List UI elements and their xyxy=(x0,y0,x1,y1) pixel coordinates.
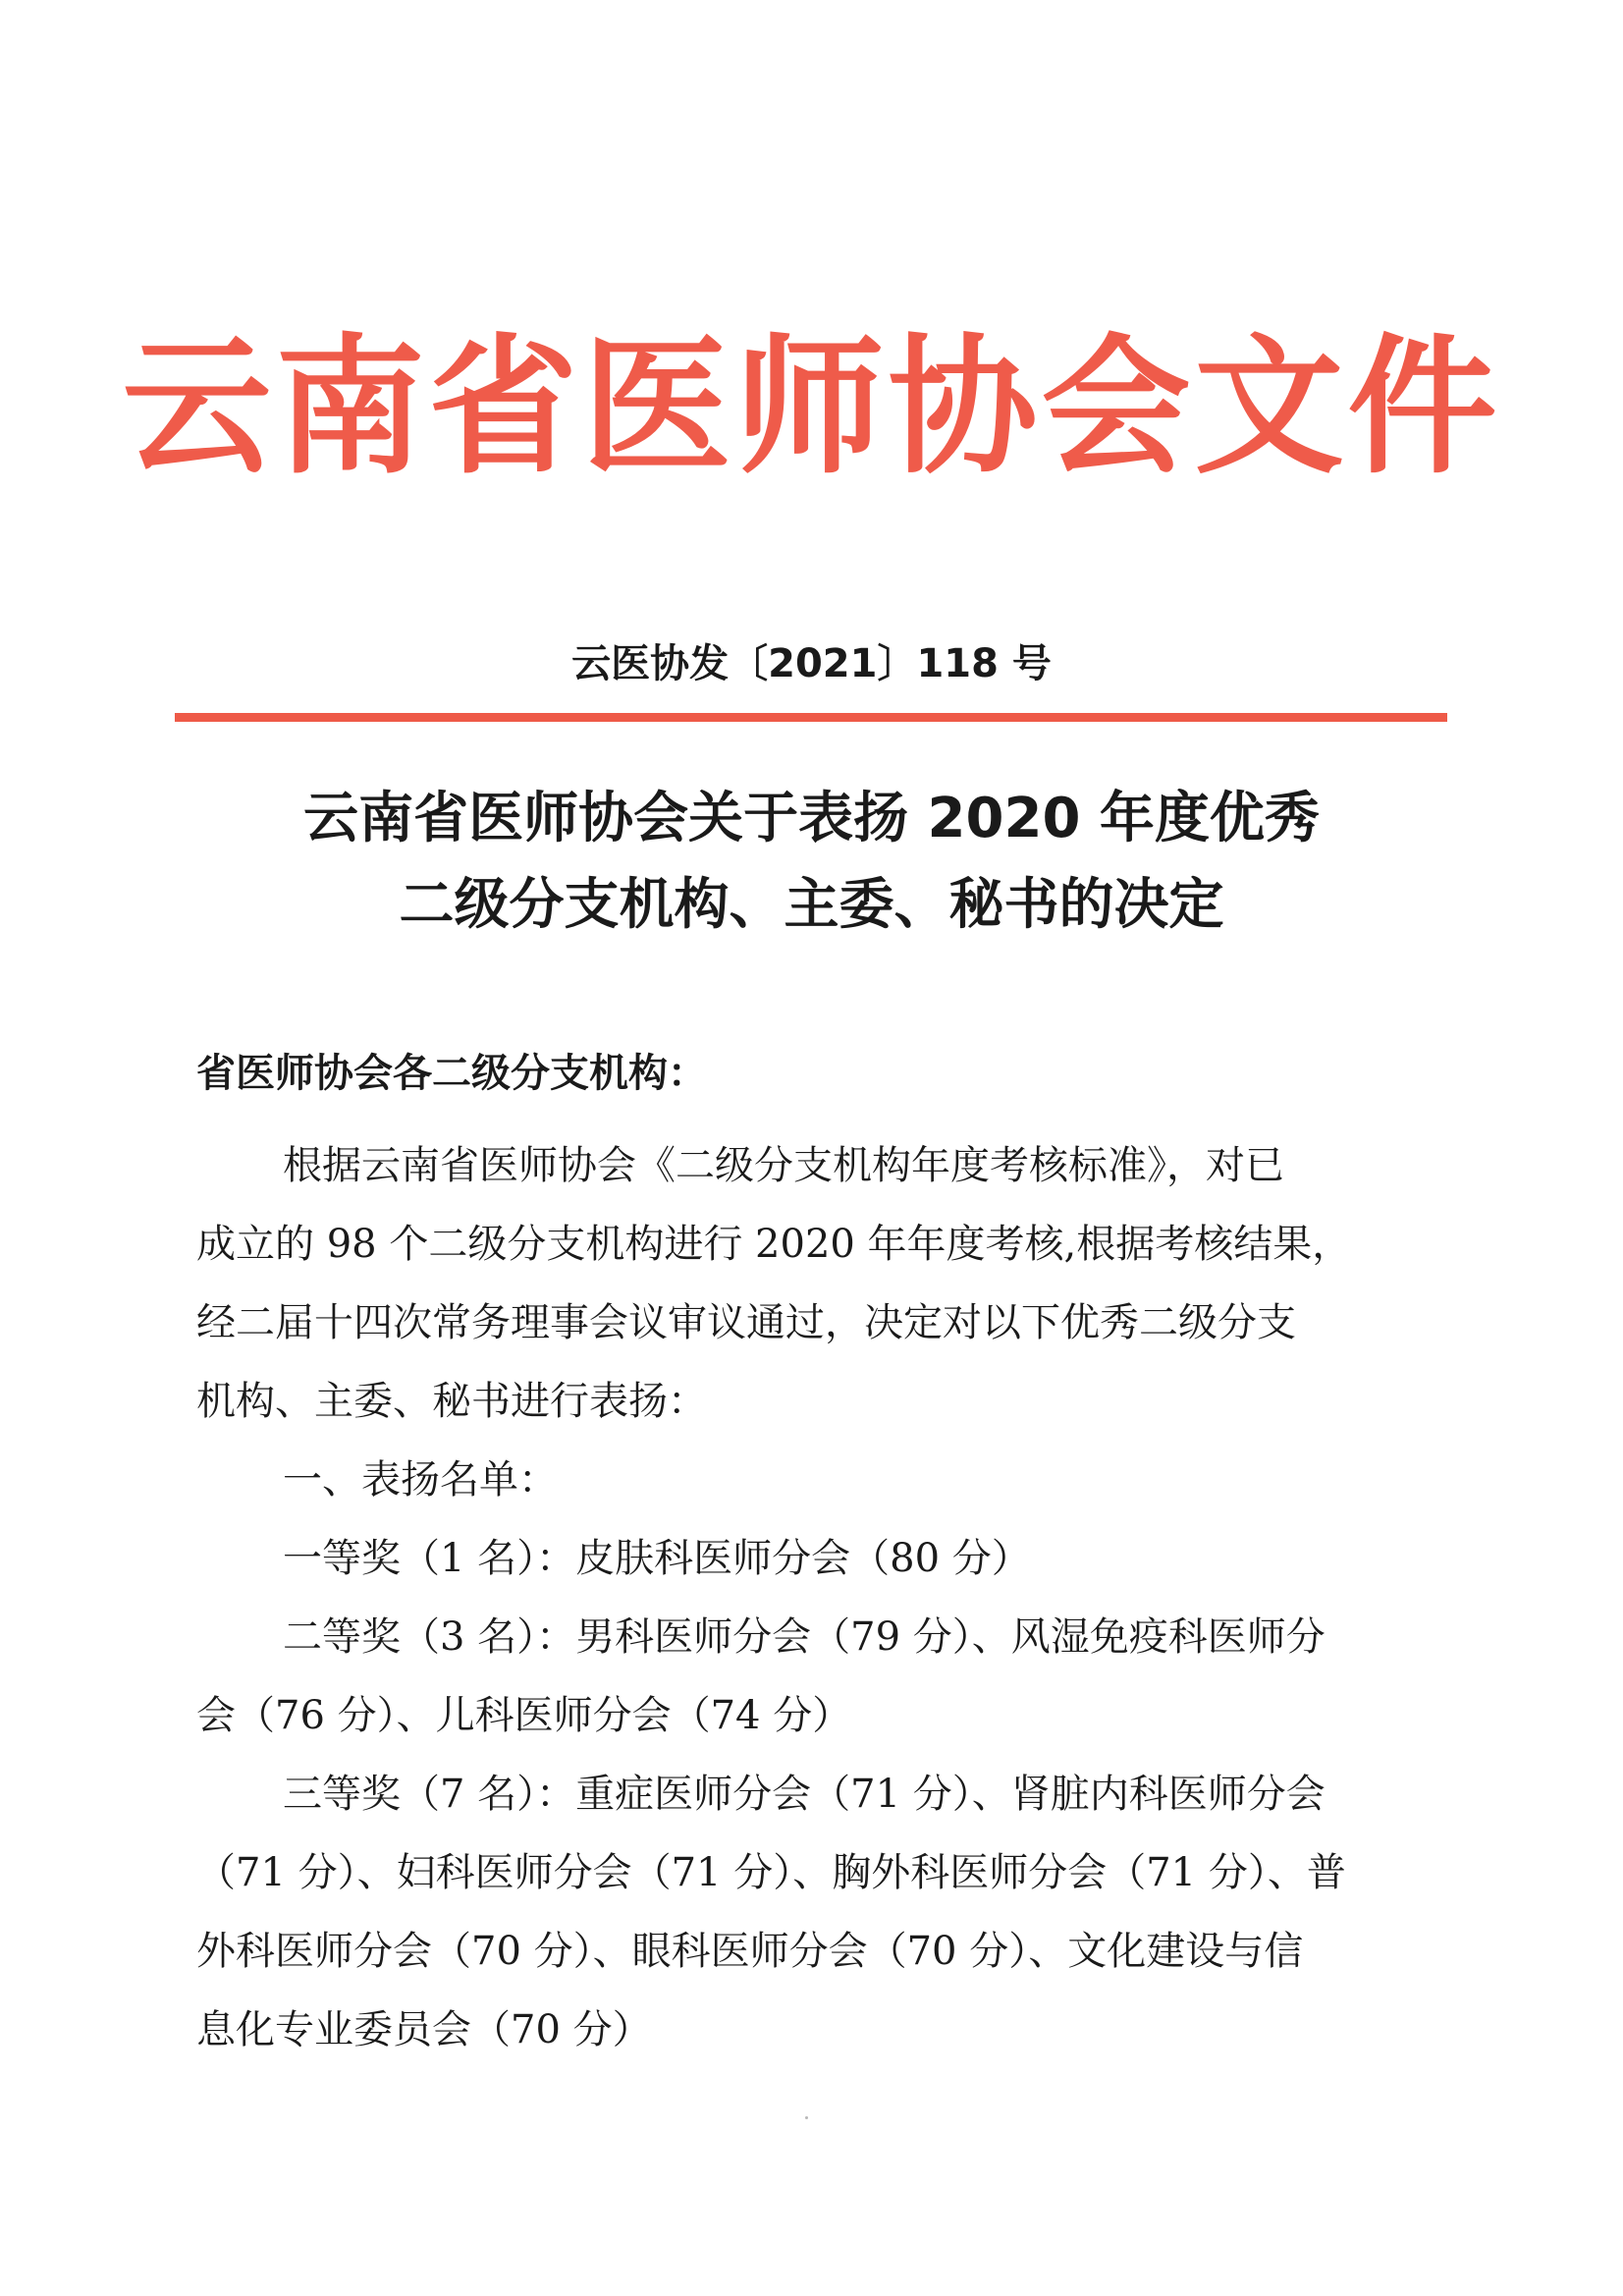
award-third-prize-cont: 外科医师分会（70 分）、眼科医师分会（70 分）、文化建设与信 xyxy=(196,1929,1304,1974)
body-line: 根据云南省医师协会《二级分支机构年度考核标准》，对已 xyxy=(283,1143,1284,1188)
body-line: 成立的 98 个二级分支机构进行 2020 年年度考核,根据考核结果， xyxy=(196,1222,1352,1267)
award-second-prize: 二等奖（3 名）：男科医师分会（79 分）、风湿免疫科医师分 xyxy=(283,1614,1325,1660)
document-title-line-1: 云南省医师协会关于表扬 2020 年度优秀 xyxy=(303,787,1320,850)
award-third-prize: 三等奖（7 名）：重症医师分会（71 分）、肾脏内科医师分会 xyxy=(283,1772,1325,1817)
red-separator-line xyxy=(175,713,1447,722)
scan-speck xyxy=(805,2116,808,2119)
award-second-prize-cont: 会（76 分）、儿科医师分会（74 分） xyxy=(196,1693,852,1738)
masthead-title: 云南省医师协会文件 xyxy=(122,320,1501,494)
award-third-prize-cont: 息化专业委员会（70 分） xyxy=(196,2007,652,2052)
document-title xyxy=(0,776,1623,949)
document-title-line-2: 二级分支机构、主委、秘书的决定 xyxy=(399,873,1224,937)
body-text xyxy=(196,1126,1424,2069)
document-number: 云医协发〔2021〕118 号 xyxy=(571,641,1052,686)
salutation: 省医师协会各二级分支机构： xyxy=(196,1051,707,1096)
award-third-prize-cont: （71 分）、妇科医师分会（71 分）、胸外科医师分会（71 分）、普 xyxy=(196,1850,1346,1895)
award-first-prize: 一等奖（1 名）：皮肤科医师分会（80 分） xyxy=(283,1536,1031,1581)
body-line: 经二届十四次常务理事会议审议通过，决定对以下优秀二级分支 xyxy=(196,1300,1296,1345)
body-line: 机构、主委、秘书进行表扬： xyxy=(196,1379,707,1424)
section-heading: 一、表扬名单： xyxy=(283,1457,558,1503)
